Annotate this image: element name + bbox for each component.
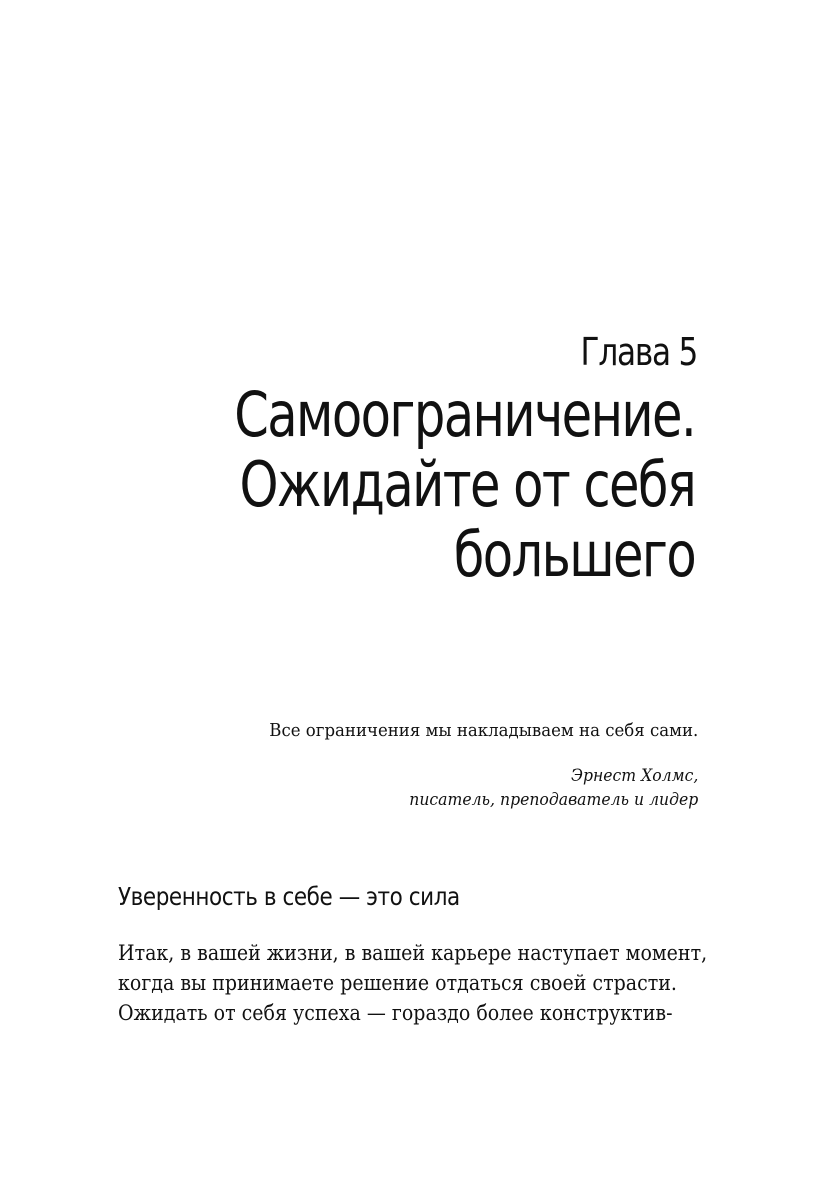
chapter-number: Глава 5 — [580, 330, 697, 374]
body-line: Итак, в вашей жизни, в вашей карьере наступает момент, — [118, 941, 708, 965]
body-line: Ожидать от себя успеха — гораздо более конструктив- — [118, 1001, 673, 1025]
chapter-title-line: большего — [453, 518, 695, 591]
epigraph-author-role: писатель, преподаватель и лидер — [408, 790, 698, 810]
chapter-header — [119, 330, 695, 590]
epigraph-quote: Все ограничения мы накладываем на себя сами. — [269, 720, 698, 741]
body-line: когда вы принимаете решение отдаться своей страсти. — [118, 971, 677, 995]
epigraph-author-name: Эрнест Холмс, — [570, 766, 698, 786]
chapter-title-line: Ожидайте от себя — [239, 448, 695, 521]
epigraph-attribution — [232, 764, 698, 812]
chapter-title-line: Самоограничение. — [234, 378, 695, 451]
body-paragraph — [118, 938, 708, 1028]
chapter-title — [119, 380, 695, 590]
epigraph — [232, 718, 698, 812]
section-heading: Уверенность в себе — это сила — [118, 882, 460, 911]
